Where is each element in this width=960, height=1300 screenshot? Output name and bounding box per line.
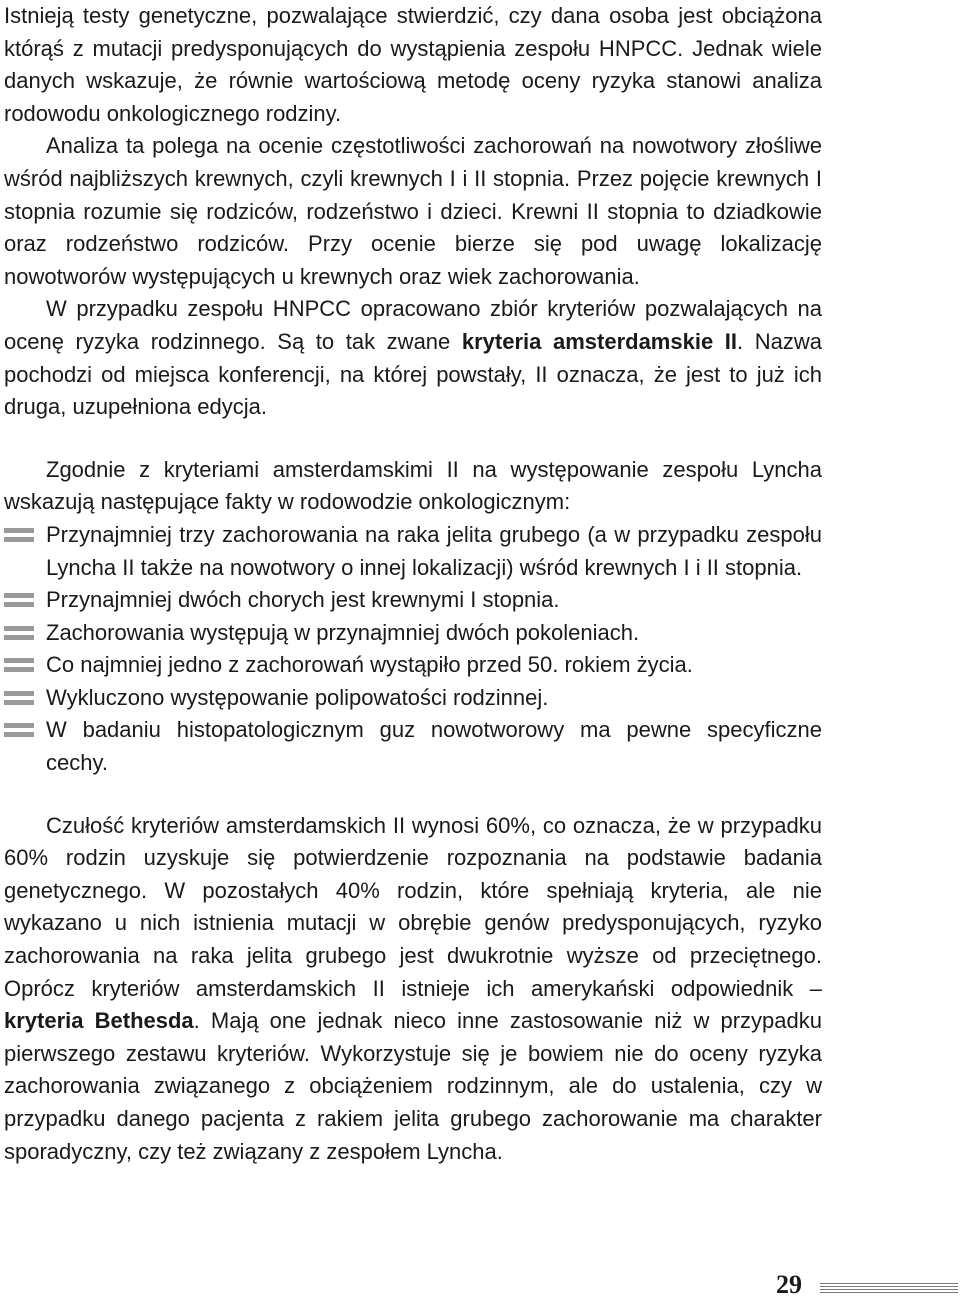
page-number: 29 (776, 1270, 802, 1299)
paragraph-analysis: Analiza ta polega na ocenie częstotliwości zachorowań na nowotwory złośliwe wśród najbliższych krewnych, czyli krewnych I i II stopnia. Przez pojęcie krewnych I stopnia rozumie się rodziców, rodzeństwo i dzieci. Krewni II stopnia to dziadkowie oraz rodzeństwo rodziców. Przy ocenie bierze się pod uwagę lokalizację nowotworów występujących u krewnych oraz wiek zachorowania. (4, 133, 822, 289)
bullet-icon (4, 723, 34, 737)
paragraph-genetic-tests: Istnieją testy genetyczne, pozwalające stwierdzić, czy dana osoba jest obciążona którąś z mutacji predysponujących do wystąpienia zespołu HNPCC. Jednak wiele danych wskazuje, że równie wartościową metodę oceny ryzyka stanowi analiza rodowodu onkologicznego rodziny. (4, 3, 822, 126)
paragraph-amsterdam-criteria (4, 293, 822, 423)
page-number-rule (820, 1283, 958, 1295)
page-body (4, 0, 822, 1168)
bethesda-criteria-term: kryteria Bethesda (4, 1008, 194, 1034)
criteria-item-text: Przynajmniej dwóch chorych jest krewnymi I stopnia. (46, 587, 560, 613)
criteria-item (4, 649, 822, 682)
paragraph-sensitivity (4, 810, 822, 1169)
criteria-item-text: Co najmniej jedno z zachorowań wystąpiło przed 50. rokiem życia. (46, 652, 693, 678)
bullet-icon (4, 593, 34, 607)
criteria-item-text: Zachorowania występują w przynajmniej dwóch pokoleniach. (46, 619, 640, 645)
criteria-item-text: W badaniu histopatologicznym guz nowotworowy ma pewne specyficzne cechy. (46, 717, 822, 776)
paragraph-sensitivity-text-before: Czułość kryteriów amsterdamskich II wynosi 60%, co oznacza, że w przypadku 60% rodzin uzyskuje się potwierdzenie rozpoznania na podstawie badania genetycznego. W pozostałych 40% rodzin, które spełniają kryteria, ale nie wykazano u nich istnienia mutacji w obrębie genów predysponujących, ryzyko zachorowania na raka jelita grubego jest dwukrotnie wyższe od przeciętnego. Oprócz kryteriów amsterdamskich II istnieje ich amerykański odpowiednik – (4, 812, 822, 1001)
paragraph-amsterdam-text-before: W przypadku zespołu HNPCC opracowano zbiór kryteriów pozwalających na ocenę ryzyka rodzinnego. Są to tak zwane (4, 296, 822, 354)
paragraph-criteria-intro: Zgodnie z kryteriami amsterdamskimi II na występowanie zespołu Lyncha wskazują następujące fakty w rodowodzie onkologicznym: (4, 456, 822, 515)
bullet-icon (4, 626, 34, 640)
criteria-item (4, 714, 822, 779)
criteria-item-text: Przynajmniej trzy zachorowania na raka jelita grubego (a w przypadku zespołu Lyncha II także na nowotwory o innej lokalizacji) wśród krewnych I i II stopnia. (46, 521, 822, 580)
bullet-icon (4, 691, 34, 705)
criteria-item (4, 682, 822, 715)
criteria-list (4, 519, 822, 780)
paragraph-amsterdam-text-after: . Nazwa pochodzi od miejsca konferencji, na której powstały, II oznacza, że jest to już ich druga, uzupełniona edycja. (4, 328, 822, 420)
criteria-item (4, 584, 822, 617)
criteria-item (4, 617, 822, 650)
paragraph-sensitivity-text-after: . Mają one jednak nieco inne zastosowanie niż w przypadku pierwszego zestawu kryteriów. Wykorzystuje się je bowiem nie do oceny ryzyka zachorowania związanego z obciążeniem rodzinnym, ale do ustalenia, czy w przypadku danego pacjenta z rakiem jelita grubego zachorowanie ma charakter sporadyczny, czy też związany z zespołem Lyncha. (4, 1008, 822, 1164)
criteria-item-text: Wykluczono występowanie polipowatości rodzinnej. (46, 684, 549, 710)
criteria-item (4, 519, 822, 584)
amsterdam-criteria-term: kryteria amsterdamskie II (461, 328, 738, 354)
bullet-icon (4, 528, 34, 542)
bullet-icon (4, 658, 34, 672)
